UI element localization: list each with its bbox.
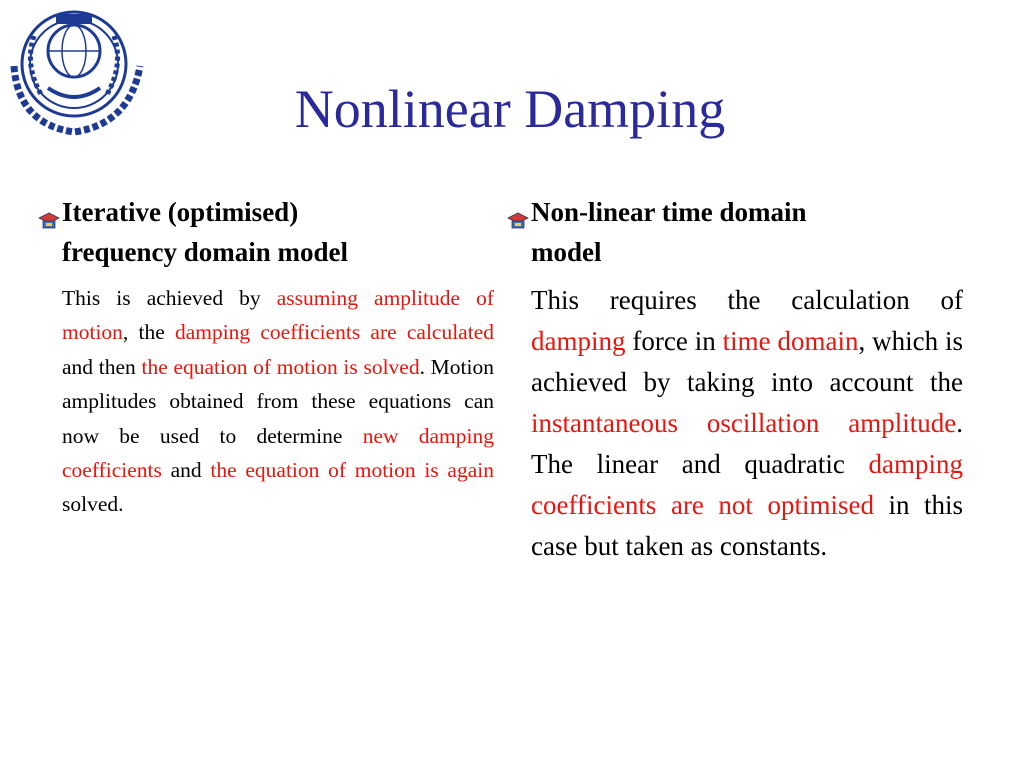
highlighted-text: new damping coefficients — [62, 423, 494, 483]
left-column — [38, 192, 494, 522]
left-heading — [38, 192, 494, 272]
body-text-segment: . Motion amplitudes obtained from these equations can now be used to determine — [62, 354, 494, 448]
academy-emblem-icon — [4, 6, 154, 146]
body-text-segment: This requires the calculation of — [531, 285, 963, 315]
left-heading-line2: frequency domain model — [62, 237, 349, 267]
mortarboard-bullet-icon — [507, 202, 529, 222]
body-text-segment: and then — [62, 354, 142, 379]
body-text-segment: in this case but taken as constants. — [531, 490, 963, 561]
left-body-text — [62, 281, 494, 522]
right-column — [507, 192, 963, 567]
body-text-segment: This is achieved by — [62, 286, 277, 310]
body-text-segment: force in — [625, 326, 723, 356]
highlighted-text: the equation of motion is again — [210, 458, 494, 483]
highlighted-text: the equation of motion is solved — [141, 354, 420, 379]
body-text-segment: . The linear and quadratic — [531, 408, 963, 479]
highlighted-text: damping — [531, 326, 626, 356]
body-text-segment: and — [161, 458, 211, 483]
highlighted-text: damping coefficients are calculated — [174, 320, 494, 345]
highlighted-text: instantaneous oscillation amplitude — [531, 408, 957, 438]
right-heading-line1: Non-linear time domain — [531, 197, 807, 227]
mortarboard-bullet-icon — [38, 202, 60, 222]
highlighted-text: time domain — [722, 326, 859, 356]
highlighted-text: damping coefficients are not optimised — [531, 449, 963, 520]
highlighted-text: assuming amplitude of motion — [62, 286, 494, 345]
body-text-segment: , which is achieved by taking into account the — [531, 326, 963, 397]
right-heading-line2: model — [531, 237, 602, 267]
body-text-segment: , the — [122, 320, 175, 345]
right-heading — [507, 192, 963, 272]
right-body-text — [531, 280, 963, 567]
body-text-segment: solved. — [62, 492, 124, 517]
slide-title: Nonlinear Damping — [294, 79, 726, 139]
left-heading-line1: Iterative (optimised) — [62, 197, 299, 227]
